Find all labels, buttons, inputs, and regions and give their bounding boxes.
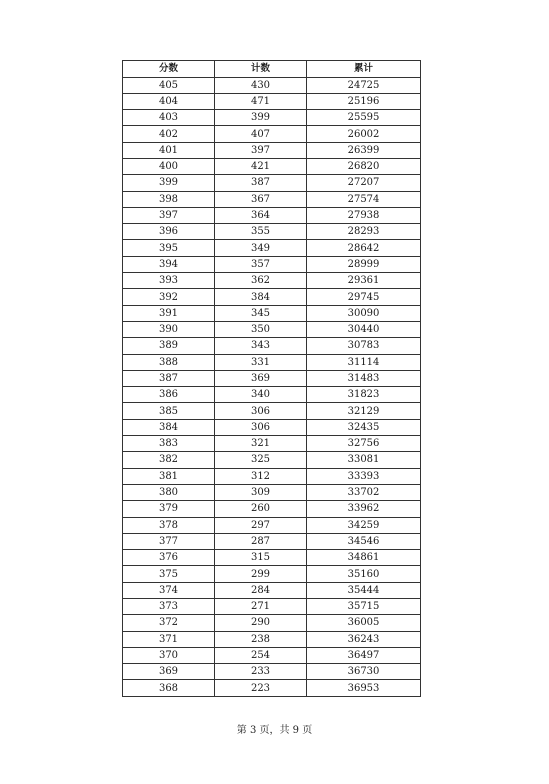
- table-row: [123, 647, 421, 663]
- score-cell: 386: [123, 387, 215, 403]
- cumulative-cell: 28293: [307, 224, 421, 240]
- score-cell: 372: [123, 615, 215, 631]
- cumulative-cell: 36730: [307, 664, 421, 680]
- table-row: [123, 370, 421, 386]
- table-row: [123, 615, 421, 631]
- table-row: [123, 289, 421, 305]
- cumulative-cell: 35160: [307, 566, 421, 582]
- cumulative-cell: 31483: [307, 370, 421, 386]
- score-cell: 402: [123, 126, 215, 142]
- table-row: [123, 582, 421, 598]
- score-cell: 374: [123, 582, 215, 598]
- score-cell: 391: [123, 305, 215, 321]
- cumulative-cell: 30090: [307, 305, 421, 321]
- table-row: [123, 142, 421, 158]
- score-cell: 397: [123, 207, 215, 223]
- table-row: [123, 436, 421, 452]
- table-row: [123, 191, 421, 207]
- table-row: [123, 175, 421, 191]
- cumulative-cell: 26820: [307, 158, 421, 174]
- count-cell: 384: [215, 289, 307, 305]
- cumulative-cell: 36243: [307, 631, 421, 647]
- count-cell: 238: [215, 631, 307, 647]
- score-cell: 392: [123, 289, 215, 305]
- cumulative-cell: 33962: [307, 501, 421, 517]
- score-cell: 382: [123, 452, 215, 468]
- count-cell: 343: [215, 338, 307, 354]
- count-cell: 223: [215, 680, 307, 696]
- score-cell: 405: [123, 77, 215, 93]
- cumulative-cell: 31114: [307, 354, 421, 370]
- cumulative-cell: 33702: [307, 484, 421, 500]
- table-header-row: [123, 61, 421, 78]
- score-cell: 400: [123, 158, 215, 174]
- cumulative-cell: 27207: [307, 175, 421, 191]
- table-row: [123, 224, 421, 240]
- count-cell: 260: [215, 501, 307, 517]
- cumulative-cell: 28642: [307, 240, 421, 256]
- table-row: [123, 354, 421, 370]
- count-cell: 321: [215, 436, 307, 452]
- score-cell: 381: [123, 468, 215, 484]
- count-cell: 349: [215, 240, 307, 256]
- count-cell: 290: [215, 615, 307, 631]
- table-row: [123, 158, 421, 174]
- table-row: [123, 93, 421, 109]
- cumulative-cell: 26002: [307, 126, 421, 142]
- header-count: 计数: [215, 61, 307, 78]
- score-cell: 388: [123, 354, 215, 370]
- score-cell: 403: [123, 110, 215, 126]
- table-row: [123, 273, 421, 289]
- score-cell: 389: [123, 338, 215, 354]
- count-cell: 299: [215, 566, 307, 582]
- count-cell: 254: [215, 647, 307, 663]
- score-cell: 393: [123, 273, 215, 289]
- count-cell: 421: [215, 158, 307, 174]
- table-row: [123, 110, 421, 126]
- cumulative-cell: 35444: [307, 582, 421, 598]
- score-cell: 395: [123, 240, 215, 256]
- score-cell: 394: [123, 256, 215, 272]
- cumulative-cell: 32756: [307, 436, 421, 452]
- count-cell: 355: [215, 224, 307, 240]
- score-cell: 385: [123, 403, 215, 419]
- count-cell: 430: [215, 77, 307, 93]
- count-cell: 369: [215, 370, 307, 386]
- score-cell: 368: [123, 680, 215, 696]
- page-number-footer: 第 3 页，共 9 页: [236, 725, 313, 736]
- count-cell: 340: [215, 387, 307, 403]
- cumulative-cell: 27938: [307, 207, 421, 223]
- cumulative-cell: 25196: [307, 93, 421, 109]
- count-cell: 367: [215, 191, 307, 207]
- table-row: [123, 321, 421, 337]
- cumulative-cell: 31823: [307, 387, 421, 403]
- table-row: [123, 338, 421, 354]
- count-cell: 233: [215, 664, 307, 680]
- score-cell: 371: [123, 631, 215, 647]
- score-cell: 373: [123, 599, 215, 615]
- score-cell: 380: [123, 484, 215, 500]
- count-cell: 325: [215, 452, 307, 468]
- score-cell: 378: [123, 517, 215, 533]
- score-cell: 377: [123, 533, 215, 549]
- count-cell: 306: [215, 403, 307, 419]
- count-cell: 387: [215, 175, 307, 191]
- count-cell: 397: [215, 142, 307, 158]
- score-cell: 398: [123, 191, 215, 207]
- count-cell: 362: [215, 273, 307, 289]
- header-cumulative: 累计: [307, 61, 421, 78]
- score-cell: 387: [123, 370, 215, 386]
- table-row: [123, 501, 421, 517]
- cumulative-cell: 34546: [307, 533, 421, 549]
- score-cell: 376: [123, 550, 215, 566]
- cumulative-cell: 36005: [307, 615, 421, 631]
- table-row: [123, 664, 421, 680]
- table-row: [123, 419, 421, 435]
- table-row: [123, 207, 421, 223]
- count-cell: 331: [215, 354, 307, 370]
- table-row: [123, 631, 421, 647]
- table-row: [123, 566, 421, 582]
- cumulative-cell: 30440: [307, 321, 421, 337]
- cumulative-cell: 32435: [307, 419, 421, 435]
- count-cell: 306: [215, 419, 307, 435]
- table-row: [123, 550, 421, 566]
- score-cell: 384: [123, 419, 215, 435]
- count-cell: 345: [215, 305, 307, 321]
- score-cell: 375: [123, 566, 215, 582]
- cumulative-cell: 33081: [307, 452, 421, 468]
- table-row: [123, 533, 421, 549]
- count-cell: 471: [215, 93, 307, 109]
- table-row: [123, 484, 421, 500]
- table-row: [123, 126, 421, 142]
- score-cell: 370: [123, 647, 215, 663]
- score-cell: 390: [123, 321, 215, 337]
- table-row: [123, 77, 421, 93]
- table-row: [123, 599, 421, 615]
- count-cell: 350: [215, 321, 307, 337]
- cumulative-cell: 36953: [307, 680, 421, 696]
- cumulative-cell: 29745: [307, 289, 421, 305]
- table-body: [123, 77, 421, 696]
- score-distribution-table: [122, 60, 421, 697]
- count-cell: 399: [215, 110, 307, 126]
- count-cell: 407: [215, 126, 307, 142]
- count-cell: 357: [215, 256, 307, 272]
- cumulative-cell: 28999: [307, 256, 421, 272]
- table-row: [123, 387, 421, 403]
- count-cell: 315: [215, 550, 307, 566]
- table-row: [123, 468, 421, 484]
- cumulative-cell: 35715: [307, 599, 421, 615]
- score-cell: 369: [123, 664, 215, 680]
- count-cell: 312: [215, 468, 307, 484]
- score-cell: 404: [123, 93, 215, 109]
- count-cell: 284: [215, 582, 307, 598]
- score-cell: 401: [123, 142, 215, 158]
- cumulative-cell: 34861: [307, 550, 421, 566]
- cumulative-cell: 32129: [307, 403, 421, 419]
- score-cell: 383: [123, 436, 215, 452]
- cumulative-cell: 24725: [307, 77, 421, 93]
- cumulative-cell: 30783: [307, 338, 421, 354]
- score-cell: 399: [123, 175, 215, 191]
- table-row: [123, 403, 421, 419]
- count-cell: 309: [215, 484, 307, 500]
- count-cell: 297: [215, 517, 307, 533]
- table-row: [123, 680, 421, 696]
- cumulative-cell: 29361: [307, 273, 421, 289]
- table-row: [123, 256, 421, 272]
- score-cell: 379: [123, 501, 215, 517]
- cumulative-cell: 26399: [307, 142, 421, 158]
- cumulative-cell: 25595: [307, 110, 421, 126]
- count-cell: 364: [215, 207, 307, 223]
- cumulative-cell: 36497: [307, 647, 421, 663]
- cumulative-cell: 33393: [307, 468, 421, 484]
- table-row: [123, 452, 421, 468]
- cumulative-cell: 27574: [307, 191, 421, 207]
- count-cell: 287: [215, 533, 307, 549]
- table-row: [123, 305, 421, 321]
- count-cell: 271: [215, 599, 307, 615]
- cumulative-cell: 34259: [307, 517, 421, 533]
- header-score: 分数: [123, 61, 215, 78]
- score-cell: 396: [123, 224, 215, 240]
- table-row: [123, 517, 421, 533]
- table-row: [123, 240, 421, 256]
